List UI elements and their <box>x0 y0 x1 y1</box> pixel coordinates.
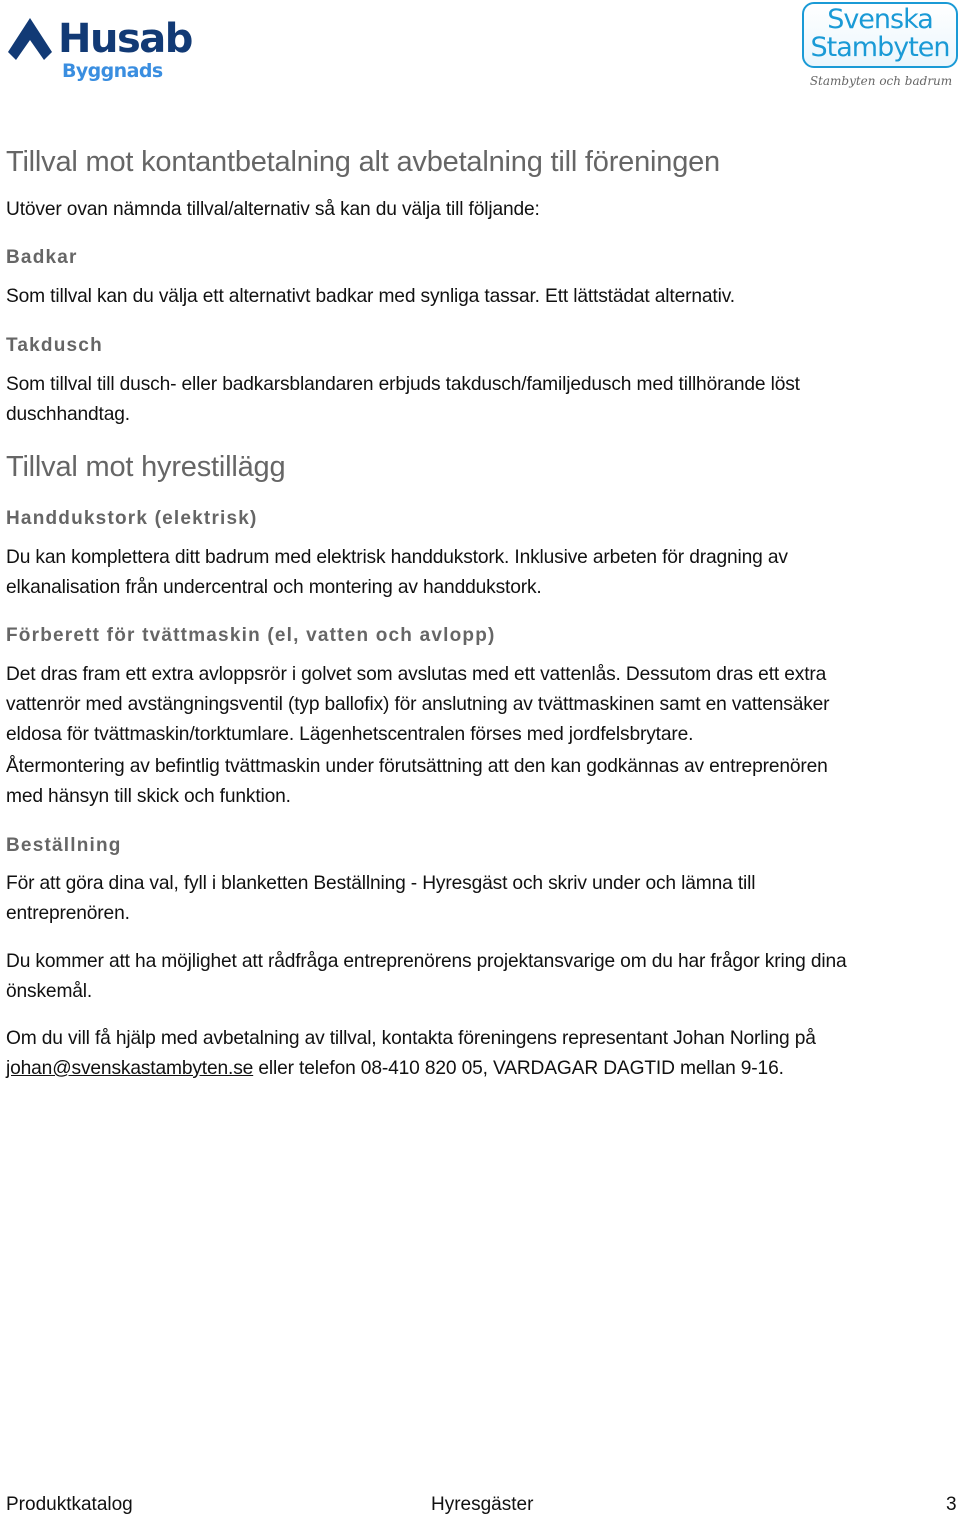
paragraph-atermontering-line1: Återmontering av befintlig tvättmaskin under förutsättning att den kan godkännas av entreprenören <box>6 756 828 777</box>
svenska-logo-line2: Stambyten <box>810 32 950 63</box>
footer-left: Produktkatalog <box>6 1494 133 1515</box>
paragraph-kontakt-line2 <box>6 1054 960 1084</box>
heading-tvattmaskin: Förberett för tvättmaskin (el, vatten och avlopp) <box>6 625 496 646</box>
paragraph-tvattmaskin-line1: Det dras fram ett extra avloppsrör i golvet som avslutas med ett vattenlås. Dessutom dras ett extra <box>6 664 827 685</box>
paragraph-tvattmaskin-line2: vattenrör med avstängningsventil (typ ballofix) för anslutning av tvättmaskinen samt en vattensäker <box>6 694 830 715</box>
footer-center: Hyresgäster <box>431 1494 534 1515</box>
paragraph-atermontering-line2: med hänsyn till skick och funktion. <box>6 786 291 807</box>
heading-takdusch: Takdusch <box>6 335 103 356</box>
svenska-stambyten-logo <box>802 2 960 96</box>
paragraph-takdusch-line2: duschhandtag. <box>6 404 130 425</box>
paragraph-kontakt-line1: Om du vill få hjälp med avbetalning av tillval, kontakta föreningens representant Johan Norling på <box>6 1028 816 1049</box>
svg-text:Husab: Husab <box>58 16 192 62</box>
paragraph-badkar: Som tillval kan du välja ett alternativt badkar med synliga tassar. Ett lättstädat alternativ. <box>6 286 735 307</box>
email-link[interactable]: johan@svenskastambyten.se <box>6 1058 254 1079</box>
svenska-logo-tagline: Stambyten och badrum <box>809 74 953 88</box>
heading-handdukstork: Handdukstork (elektrisk) <box>6 508 258 529</box>
svenska-logo-line1: Svenska <box>827 4 933 35</box>
kontakt-phone-text: eller telefon 08-410 820 05, VARDAGAR DAGTID mellan 9-16. <box>253 1058 784 1079</box>
paragraph-bestallning-line2: entreprenören. <box>6 903 130 924</box>
husab-byggnads-logo <box>6 14 216 82</box>
footer-page-number: 3 <box>946 1494 957 1515</box>
paragraph-handdukstork-line1: Du kan komplettera ditt badrum med elektrisk handdukstork. Inklusive arbeten för dragning av <box>6 547 788 568</box>
paragraph-bestallning-line1: För att göra dina val, fyll i blanketten Beställning - Hyresgäst och skriv under och lämna till <box>6 873 756 894</box>
paragraph-handdukstork-line2: elkanalisation från undercentral och montering av handdukstork. <box>6 577 542 598</box>
paragraph-takdusch-line1: Som tillval till dusch- eller badkarsblandaren erbjuds takdusch/familjedusch med tillhörande löst <box>6 374 800 395</box>
paragraph-radfraga-line1: Du kommer att ha möjlighet att rådfråga entreprenörens projektansvarige om du har frågor kring dina <box>6 951 847 972</box>
paragraph-tvattmaskin-line3: eldosa för tvättmaskin/torktumlare. Lägenhetscentralen förses med jordfelsbrytare. <box>6 724 694 745</box>
heading-kontantbetalning: Tillval mot kontantbetalning alt avbetalning till föreningen <box>6 146 720 178</box>
paragraph-utover: Utöver ovan nämnda tillval/alternativ så kan du välja till följande: <box>6 199 540 220</box>
heading-bestallning: Beställning <box>6 835 122 856</box>
heading-badkar: Badkar <box>6 247 78 268</box>
paragraph-radfraga-line2: önskemål. <box>6 981 93 1002</box>
heading-hyrestillagg: Tillval mot hyrestillägg <box>6 451 286 483</box>
svg-text:Byggnads: Byggnads <box>62 60 163 82</box>
husab-logo-mark-icon <box>6 14 216 82</box>
